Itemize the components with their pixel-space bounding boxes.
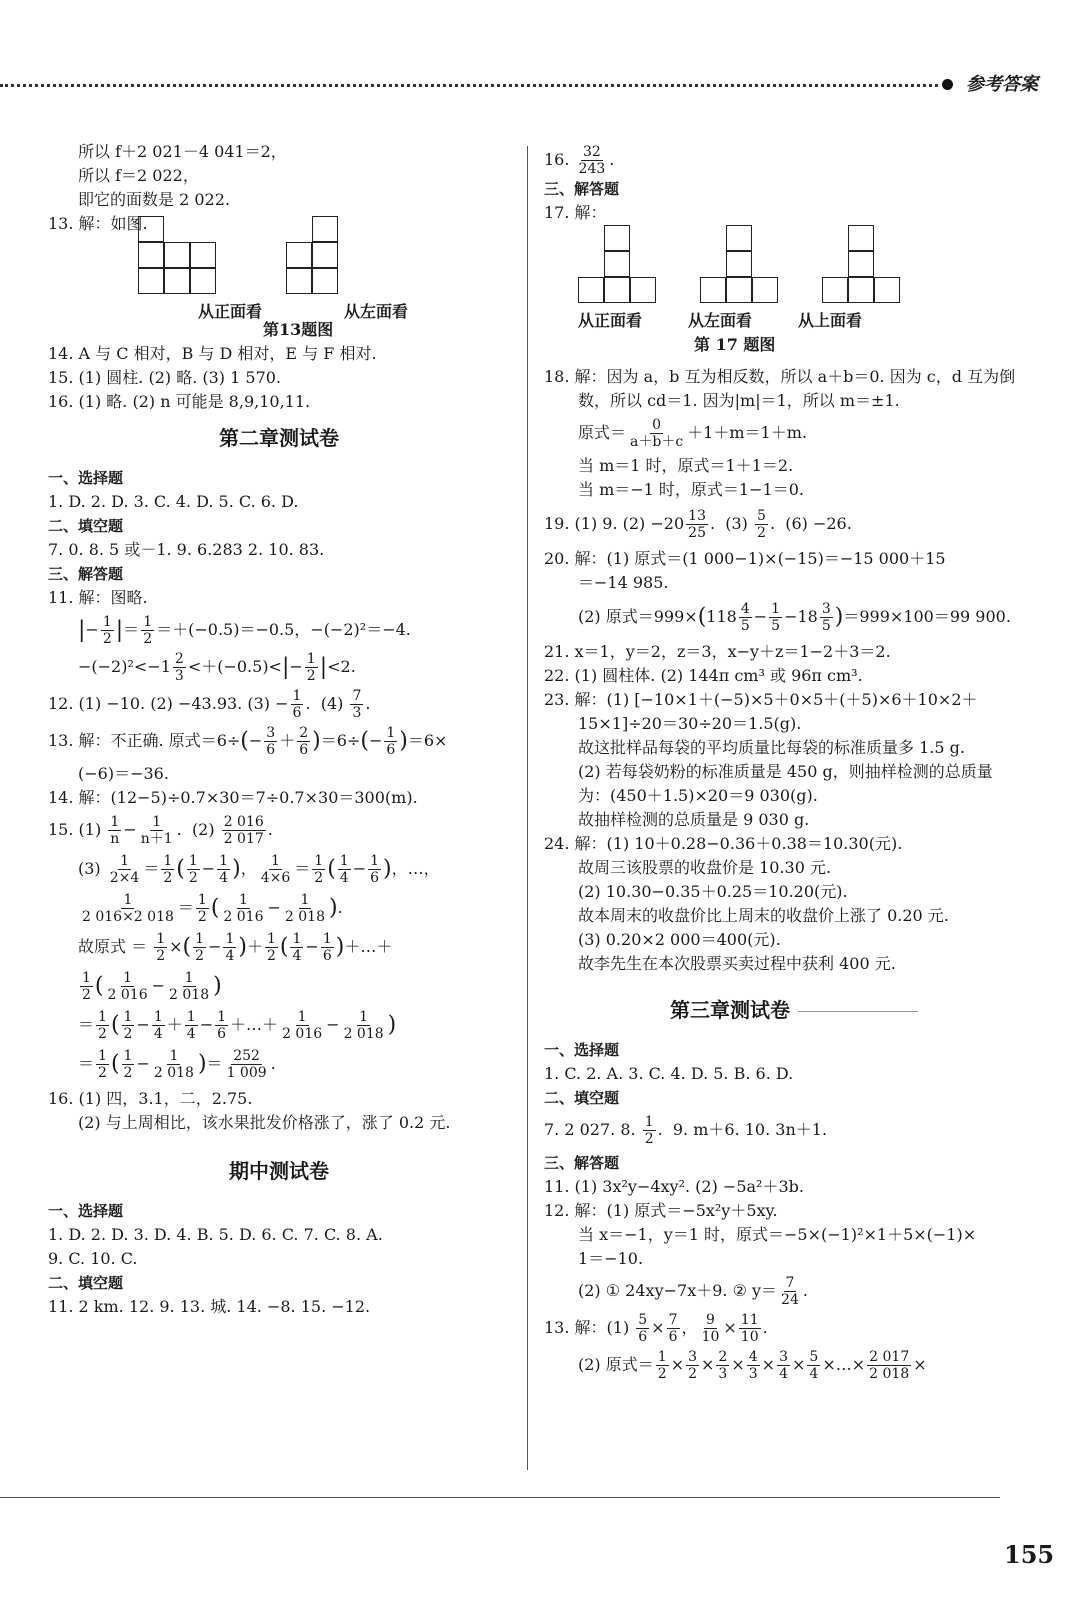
figure-17	[544, 225, 1044, 303]
math-text: (2) 原式＝999×	[578, 607, 698, 626]
answer-line: 7. 0. 8. 5 或－1. 9. 6.283 2. 10. 83.	[48, 540, 325, 559]
math-text: <2.	[327, 657, 356, 676]
section-heading: 二、填空题	[544, 1089, 620, 1107]
math-text: (3)	[725, 514, 748, 533]
math-text: ＝999×100＝99 900.	[843, 607, 1011, 626]
math-text: 16.	[544, 150, 570, 169]
answer-line: 21. x＝1，y＝2，z＝3，x−y＋z＝1−2＋3＝2.	[544, 642, 891, 661]
math-text: 原式＝	[578, 423, 627, 442]
math-text: 7. 2 027. 8.	[544, 1120, 636, 1139]
answer-line: 故周三该股票的收盘价是 10.30 元.	[578, 858, 832, 877]
math-text: 19. (1) 9. (2) −20	[544, 514, 685, 533]
math-text: 15. (1)	[48, 820, 102, 839]
answer-line: 数，所以 cd＝1. 因为|m|＝1，所以 m＝±1.	[578, 391, 900, 410]
answer-line: (2) 若每袋奶粉的标准质量是 450 g，则抽样检测的总质量	[578, 762, 993, 781]
math-text: (2) 原式＝	[578, 1355, 654, 1374]
front-view-label: 从正面看	[198, 302, 263, 321]
left-view-grid	[700, 225, 778, 303]
math-text: −(−2)²<−1	[78, 657, 171, 676]
answer-line: (2) 10.30−0.35＋0.25＝10.20(元).	[578, 882, 848, 901]
answer-line: (2) 与上周相比，该水果批发价格涨了，涨了 0.2 元.	[78, 1113, 451, 1132]
header-title: 参考答案	[966, 74, 1038, 95]
answer-line: 17. 解：	[544, 203, 607, 222]
math-text: ＝6÷	[320, 731, 361, 750]
answer-line: 24. 解：(1) 10＋0.28−0.36＋0.38＝10.30(元).	[544, 834, 903, 853]
section-heading: 二、填空题	[48, 517, 124, 535]
title-rule	[798, 1011, 918, 1012]
answer-line: 22. (1) 圆柱体. (2) 144π cm³ 或 96π cm³.	[544, 666, 863, 685]
q13: 13. 解：如图.	[48, 214, 148, 233]
answer-line: 1. D. 2. D. 3. D. 4. B. 5. D. 6. C. 7. C. 8. A.	[48, 1225, 383, 1244]
answer-line: 故这批样品每袋的平均质量比每袋的标准质量多 1.5 g.	[578, 738, 965, 757]
chapter3-title: 第三章测试卷	[670, 998, 790, 1022]
q15: 15. (1) 圆柱. (2) 略. (3) 1 570.	[48, 368, 282, 387]
answer-line: 为：(450＋1.5)×20＝9 030(g).	[578, 786, 818, 805]
answer-line: 1. C. 2. A. 3. C. 4. D. 5. B. 6. D.	[544, 1064, 794, 1083]
math-text: ＋1＋m＝1＋m.	[687, 423, 807, 442]
text-line: 所以 f＋2 021－4 041＝2，	[78, 142, 287, 161]
q16: 16. (1) 略. (2) n 可能是 8,9,10,11.	[48, 392, 311, 411]
math-text: 9. m＋6. 10. 3n＋1.	[672, 1120, 828, 1139]
answer-line: 16. (1) 四，3.1，二，2.75.	[48, 1089, 253, 1108]
page-number: 155	[1004, 1540, 1055, 1569]
answer-line: 14. 解：(12−5)÷0.7×30＝7÷0.7×30＝300(m).	[48, 788, 418, 807]
left-view-label: 从左面看	[688, 311, 753, 330]
top-view-label: 从上面看	[798, 311, 863, 330]
answer-line: 1＝−10.	[578, 1249, 644, 1268]
math-text: ×…×	[822, 1355, 866, 1374]
section-heading: 一、选择题	[48, 469, 124, 487]
math-text: (2) ① 24xy−7x＋9. ② y＝	[578, 1281, 778, 1300]
answer-line: 故李先生在本次股票买卖过程中获利 400 元.	[578, 954, 896, 973]
math-text: (−6)＝−36.	[78, 764, 169, 783]
answer-line: 11. (1) 3x²y−4xy². (2) −5a²＋3b.	[544, 1177, 804, 1196]
section-heading: 三、解答题	[48, 565, 124, 583]
math-text: ＝6×	[407, 731, 448, 750]
front-view-grid	[578, 225, 656, 303]
text-line: 即它的面数是 2 022.	[78, 190, 230, 209]
answer-line: 23. 解：(1) [−10×1＋(−5)×5＋0×5＋(＋5)×6＋10×2＋	[544, 690, 978, 709]
math-text: <＋(−0.5)<	[187, 657, 282, 676]
section-heading: 三、解答题	[544, 180, 620, 198]
answer-line: (3) 0.20×2 000＝400(元).	[578, 930, 781, 949]
math-text: (6) −26.	[785, 514, 852, 533]
answer-line: 当 m＝−1 时，原式＝1−1＝0.	[578, 480, 804, 499]
section-heading: 一、选择题	[544, 1041, 620, 1059]
answer-line: 11. 解：图略.	[48, 588, 148, 607]
math-text: 13. 解：不正确. 原式＝6÷	[48, 731, 241, 750]
right-column: 16. $\frac{32}{243}$ . 三、解答题 17. 解： 从正面看 从左面看 从上面看 第 17 题图 18. 解：因为 a，b 互为相反数，所以 a＋b＝0. 因为 c，d 互为倒 数，所以 cd＝1. 因为|m|＝1，所以 m＝±1. 原式＝ $\frac{0}{a+b+c}$ ＋1＋m＝1＋m. 当 m＝1 时，原式＝1＋1＝2. 当 m＝−1 时，原式＝1−1＝0. 19. (1) 9. (2) −20 $\frac{13}{25}$ . (3) $\frac{5}{2}$ . (6) −26. 20. 解：(1) 原式＝(1 000−1)×(−15)＝−15 000＋15 ＝−14 985. (2) 原式＝999×(118 $\frac{4}{5}$ − $\frac{1}{5}$ −18 $\frac{3}{5}$ )＝999×100＝99 900. 21. x＝1，y＝2，z＝3，x−y＋z＝1−2＋3＝2. 22. (1) 圆柱体. (2) 144π cm³ 或 96π cm³. 23. 解：(1) [−10×1＋(−5)×5＋0×5＋(＋5)×6＋10×2＋ 15×1]÷20＝30÷20＝1.5(g). 故这批样品每袋的平均质量比每袋的标准质量多 1.5 g. (2) 若每袋奶粉的标准质量是 450 g，则抽样检测的总质量 为：(450＋1.5)×20＝9 030(g). 故抽样检测的总质量是 9 030 g. 24. 解：(1) 10＋0.28−0.36＋0.38＝10.30(元). 故周三该股票的收盘价是 10.30 元. (2) 10.30−0.35＋0.25＝10.20(元). 故本周末的收盘价比上周末的收盘价上涨了 0.20 元. (3) 0.20×2 000＝400(元). 故李先生在本次股票买卖过程中获利 400 元. 第三章测试卷 一、选择题 1. C. 2. A. 3. C. 4. D. 5. B. 6. D. 二、填空题 7. 2 027. 8. $\frac{1}{2}$ . 9. m＋6. 10. 3n＋1. 三、解答题 11. (1) 3x²y−4xy². (2) −5a²＋3b. 12. 解：(1) 原式＝−5x²y＋5xy. 当 x＝−1，y＝1 时，原式＝−5×(−1)²×1＋5×(−1)× 1＝−10. (2) ① 24xy−7x＋9. ② y＝ $\frac{7}{24}$ . 13. 解：(1) $\frac{5}{6}$ × $\frac{7}{6}$ ， $\frac{9}{10}$ × $\frac{11}{10}$ . (2) 原式＝ $\frac{1}{2}$ × $\frac{3}{2}$ × $\frac{2}{3}$ × $\frac{4}{3}$ × $\frac{3}{4}$ × $\frac{5}{4}$ ×…× $\frac{2 017}{2 018}$ ×	[544, 140, 1044, 1386]
answer-line: 故本周末的收盘价比上周末的收盘价上涨了 0.20 元.	[578, 906, 949, 925]
answer-line: 20. 解：(1) 原式＝(1 000−1)×(−15)＝−15 000＋15	[544, 549, 946, 568]
midterm-title: 期中测试卷	[229, 1159, 329, 1183]
answer-line: 1. D. 2. D. 3. C. 4. D. 5. C. 6. D.	[48, 492, 299, 511]
front-view-label: 从正面看	[578, 311, 643, 330]
math-text: ＝＋(−0.5)＝−0.5，−(−2)²＝−4.	[156, 620, 411, 639]
figure-caption: 第13题图	[263, 320, 334, 339]
math-text: (4)	[320, 694, 344, 713]
math-text: 12. (1) −10. (2) −43.93. (3)	[48, 694, 271, 713]
math-text: 故原式 ＝	[78, 937, 148, 956]
answer-line: 18. 解：因为 a，b 互为相反数，所以 a＋b＝0. 因为 c，d 互为倒	[544, 367, 1016, 386]
chapter2-title: 第二章测试卷	[219, 426, 339, 450]
header-bullet	[942, 79, 953, 90]
answer-line: ＝−14 985.	[578, 573, 669, 592]
header-dotted-rule	[0, 84, 938, 87]
figure-caption: 第 17 题图	[694, 335, 776, 354]
left-view-label: 从左面看	[344, 302, 409, 321]
answer-line: 15×1]÷20＝30÷20＝1.5(g).	[578, 714, 802, 733]
math-text: (2)	[191, 820, 215, 839]
column-divider	[527, 146, 528, 1470]
math-text: (3)	[78, 859, 101, 878]
text-line: 所以 f＝2 022，	[78, 166, 199, 185]
section-heading: 三、解答题	[544, 1154, 620, 1172]
left-column: 所以 f＋2 021－4 041＝2， 所以 f＝2 022， 即它的面数是 2 022. 13. 解：如图. 从正面看 从左面看 第13题图 14. A 与 C 相对，B 与 D 相对，E 与 F 相对. 15. (1) 圆柱. (2) 略. (3) 1 570. 16. (1) 略. (2) n 可能是 8,9,10,11. 第二章测试卷 一、选择题 1. D. 2. D. 3. C. 4. D. 5. C. 6. D. 二、填空题 7. 0. 8. 5 或－1. 9. 6.283 2. 10. 83. 三、解答题 11. 解：图略. |− $\frac{1}{2}$ |＝ $\frac{1}{2}$ ＝＋(−0.5)＝−0.5，−(−2)²＝−4. −(−2)²<−1 $\frac{2}{3}$ <＋(−0.5)<|− $\frac{1}{2}$ |<2. 12. (1) −10. (2) −43.93. (3) − $\frac{1}{6}$ . (4) $\frac{7}{3}$ . 13. 解：不正确. 原式＝6÷(− $\frac{3}{6}$ ＋ $\frac{2}{6}$ )＝6÷(− $\frac{1}{6}$ )＝6× (−6)＝−36. 14. 解：(12−5)÷0.7×30＝7÷0.7×30＝300(m). 15. (1) $\frac{1}{n}$ − $\frac{1}{n+1}$ . (2) $\frac{2 016}{2 017}$ . (3) $\frac{1}{2\times 4}$ ＝ $\frac{1}{2}$ ( $\frac{1}{2}$ − $\frac{1}{4}$ )， $\frac{1}{4\times 6}$ ＝ $\frac{1}{2}$ ( $\frac{1}{4}$ − $\frac{1}{6}$ )，…， $\frac{1}{2 016\times 2 018}$ ＝ $\frac{1}{2}$ ( $\frac{1}{2 016}$ − $\frac{1}{2 018}$ ). 故原式 ＝ $\frac{1}{2}$ ×( $\frac{1}{2}$ − $\frac{1}{4}$ )＋ $\frac{1}{2}$ ( $\frac{1}{4}$ − $\frac{1}{6}$ )＋…＋ $\frac{1}{2}$ ( $\frac{1}{2 016}$ − $\frac{1}{2 018}$ ) ＝ $\frac{1}{2}$ ( $\frac{1}{2}$ − $\frac{1}{4}$ ＋ $\frac{1}{4}$ − $\frac{1}{6}$ ＋…＋ $\frac{1}{2 016}$ − $\frac{1}{2 018}$ ) ＝ $\frac{1}{2}$ ( $\frac{1}{2}$ − $\frac{1}{2 018}$ )＝ $\frac{252}{1 009}$ . 16. (1) 四，3.1，二，2.75. (2) 与上周相比，该水果批发价格涨了，涨了 0.2 元. 期中测试卷 一、选择题 1. D. 2. D. 3. D. 4. B. 5. D. 6. C. 7. C. 8. A. 9. C. 10. C. 二、填空题 11. 2 km. 12. 9. 13. 城. 14. −8. 15. −12.	[48, 140, 510, 1319]
answer-line: 9. C. 10. C.	[48, 1249, 138, 1268]
footer-rule	[0, 1497, 1000, 1498]
answer-line: 11. 2 km. 12. 9. 13. 城. 14. −8. 15. −12.	[48, 1297, 371, 1316]
answer-line: 当 x＝−1，y＝1 时，原式＝−5×(−1)²×1＋5×(−1)×	[578, 1225, 977, 1244]
math-text: 13. 解：(1)	[544, 1318, 630, 1337]
answer-line: 当 m＝1 时，原式＝1＋1＝2.	[578, 456, 794, 475]
section-heading: 一、选择题	[48, 1202, 124, 1220]
section-heading: 二、填空题	[48, 1274, 124, 1292]
q14: 14. A 与 C 相对，B 与 D 相对，E 与 F 相对.	[48, 344, 377, 363]
answer-line: 故抽样检测的总质量是 9 030 g.	[578, 810, 810, 829]
top-view-grid	[822, 225, 900, 303]
answer-line: 12. 解：(1) 原式＝−5x²y＋5xy.	[544, 1201, 778, 1220]
